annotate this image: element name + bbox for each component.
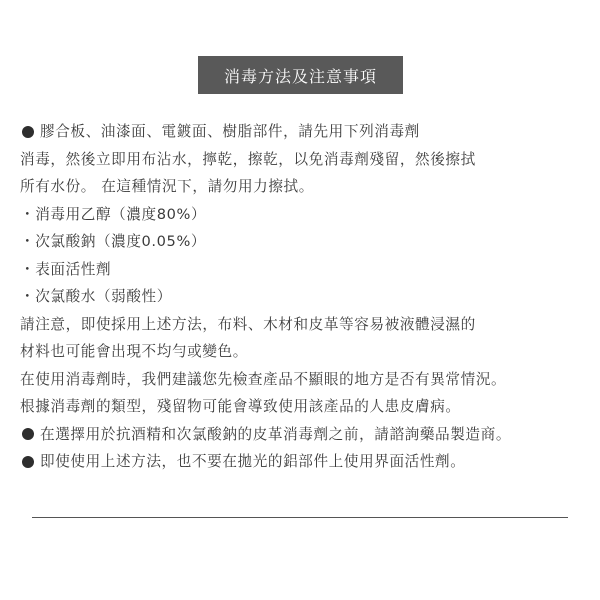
divider: [32, 517, 568, 518]
section-title: 消毒方法及注意事項: [223, 66, 377, 86]
line-text: 膠合板、油漆面、電鍍面、樹脂部件，請先用下列消毒劑: [40, 123, 420, 140]
text-line: [20, 338, 590, 366]
list-item: [20, 256, 590, 284]
line-text: 材料也可能會出現不均勻或變色。: [20, 343, 248, 360]
line-text: ・次氯酸水（弱酸性）: [20, 288, 172, 305]
line-text: ・次氯酸鈉（濃度0.05%）: [20, 233, 207, 250]
text-line: [20, 393, 590, 421]
list-item: [20, 283, 590, 311]
bullet-icon: [22, 456, 34, 468]
bullet-icon: [22, 126, 34, 138]
text-line: [20, 146, 590, 174]
line-text: 所有水份。 在這種情況下，請勿用力擦拭。: [20, 178, 314, 195]
list-item: [20, 201, 590, 229]
section-title-badge: [198, 56, 403, 94]
bullet-icon: [22, 428, 34, 440]
line-text: 根據消毒劑的類型，殘留物可能會導致使用該產品的人患皮膚病。: [20, 398, 461, 415]
list-item: [20, 228, 590, 256]
text-line: [20, 448, 590, 476]
text-line: [20, 173, 590, 201]
line-text: 請注意，即使採用上述方法，布料、木材和皮革等容易被液體浸濕的: [20, 315, 476, 333]
text-line: [20, 366, 590, 394]
line-text: ・表面活性劑: [20, 260, 112, 278]
line-text: 在使用消毒劑時，我們建議您先檢查產品不顯眼的地方是否有異常情況。: [20, 370, 507, 388]
text-line: [20, 118, 590, 146]
line-text: ・消毒用乙醇（濃度80%）: [20, 205, 207, 223]
line-text: 即使使用上述方法，也不要在拋光的鋁部件上使用界面活性劑。: [40, 453, 466, 470]
text-line: [20, 311, 590, 339]
line-text: 在選擇用於抗酒精和次氯酸鈉的皮革消毒劑之前，請諮詢藥品製造商。: [40, 425, 512, 443]
line-text: 消毒，然後立即用布沾水，擰乾，擦乾，以免消毒劑殘留，然後擦拭: [20, 150, 476, 168]
instructions-body: [20, 118, 590, 476]
text-line: [20, 421, 590, 449]
